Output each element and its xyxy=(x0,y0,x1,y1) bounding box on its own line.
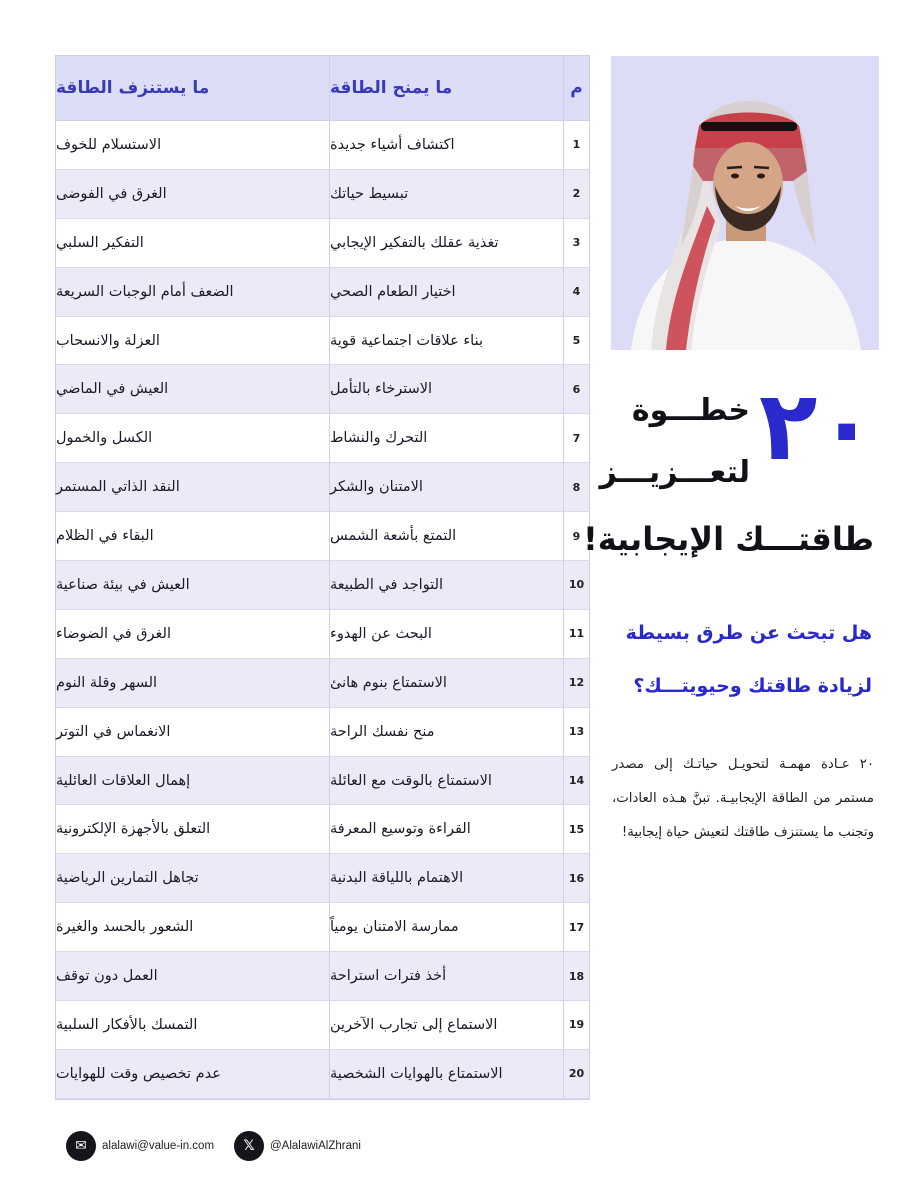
energy-drainer-cell: الغرق في الضوضاء xyxy=(56,625,171,642)
energy-giver-cell: التواجد في الطبيعة xyxy=(329,561,563,609)
row-number: 6 xyxy=(563,365,589,413)
energy-drainer-cell: الضعف أمام الوجبات السريعة xyxy=(56,283,234,300)
table-row xyxy=(56,317,589,366)
row-number: 9 xyxy=(563,512,589,560)
energy-drainer-cell: البقاء في الظلام xyxy=(56,528,154,545)
energy-giver-cell: أخذ فترات استراحة xyxy=(329,952,563,1000)
row-number: 15 xyxy=(563,805,589,853)
energy-giver-cell: الاستمتاع بالهوايات الشخصية xyxy=(329,1050,563,1098)
energy-giver-cell: الاستماع إلى تجارب الآخرين xyxy=(329,1001,563,1049)
energy-drainer-cell: إهمال العلاقات العائلية xyxy=(56,772,191,789)
energy-giver-cell: تغذية عقلك بالتفكير الإيجابي xyxy=(329,219,563,267)
energy-giver-cell: اكتشاف أشياء جديدة xyxy=(329,121,563,169)
question-line-2: لزيادة طاقتك وحيويتـــك؟ xyxy=(633,675,872,697)
headline-line-1: خطـــوة xyxy=(631,393,750,428)
energy-drainer-cell: العزلة والانسحاب xyxy=(56,332,160,349)
table-row xyxy=(56,952,589,1001)
energy-drainer-cell: الكسل والخمول xyxy=(56,430,153,447)
table-row xyxy=(56,561,589,610)
table-row xyxy=(56,805,589,854)
energy-table xyxy=(55,55,590,1100)
header-number: م xyxy=(563,56,589,120)
energy-drainer-cell: الغرق في الفوضى xyxy=(56,185,167,202)
twitter-handle[interactable]: @AlalawiAlZhrani xyxy=(270,1140,361,1152)
energy-giver-cell: الاسترخاء بالتأمل xyxy=(329,365,563,413)
row-number: 14 xyxy=(563,757,589,805)
description-text: ٢٠ عـادة مهمـة لتحويـل حياتـك إلى مصدر مستمر من الطاقة الإيجابيـة. تبنَّ هـذه العادات، وتجنب ما يستنزف طاقتك لتعيش حياة إيجابية! xyxy=(612,757,874,840)
energy-drainer-cell: الانغماس في التوتر xyxy=(56,723,171,740)
table-row xyxy=(56,512,589,561)
energy-giver-cell: بناء علاقات اجتماعية قوية xyxy=(329,317,563,365)
row-number: 12 xyxy=(563,659,589,707)
row-number: 17 xyxy=(563,903,589,951)
table-row xyxy=(56,219,589,268)
footer-email[interactable] xyxy=(66,1130,214,1162)
energy-giver-cell: التحرك والنشاط xyxy=(329,414,563,462)
table-row xyxy=(56,903,589,952)
row-number: 1 xyxy=(563,121,589,169)
energy-drainer-cell: الاستسلام للخوف xyxy=(56,136,162,153)
energy-giver-cell: البحث عن الهدوء xyxy=(329,610,563,658)
table-header xyxy=(56,56,589,121)
row-number: 4 xyxy=(563,268,589,316)
energy-drainer-cell: السهر وقلة النوم xyxy=(56,674,158,691)
header-energy-givers: ما يمنح الطاقة xyxy=(329,56,563,120)
energy-giver-cell: الاستمتاع بنوم هانئ xyxy=(329,659,563,707)
row-number: 16 xyxy=(563,854,589,902)
row-number: 3 xyxy=(563,219,589,267)
table-row xyxy=(56,1001,589,1050)
energy-drainer-cell: الشعور بالحسد والغيرة xyxy=(56,919,194,936)
energy-drainer-cell: عدم تخصيص وقت للهوايات xyxy=(56,1065,221,1082)
header-energy-drainers: ما يستنزف الطاقة xyxy=(56,78,210,98)
energy-giver-cell: ممارسة الامتنان يومياً xyxy=(329,903,563,951)
table-row xyxy=(56,659,589,708)
energy-giver-cell: التمتع بأشعة الشمس xyxy=(329,512,563,560)
row-number: 11 xyxy=(563,610,589,658)
row-number: 10 xyxy=(563,561,589,609)
row-number: 13 xyxy=(563,708,589,756)
table-row xyxy=(56,170,589,219)
question-line-1: هل تبحث عن طرق بسيطة xyxy=(625,622,872,644)
row-number: 5 xyxy=(563,317,589,365)
table-row xyxy=(56,121,589,170)
energy-giver-cell: القراءة وتوسيع المعرفة xyxy=(329,805,563,853)
energy-drainer-cell: العمل دون توقف xyxy=(56,968,158,985)
email-icon: ✉ xyxy=(66,1131,96,1161)
energy-drainer-cell: تجاهل التمارين الرياضية xyxy=(56,870,199,887)
table-row xyxy=(56,463,589,512)
energy-giver-cell: الامتنان والشكر xyxy=(329,463,563,511)
energy-drainer-cell: العيش في الماضي xyxy=(56,381,169,398)
table-row xyxy=(56,708,589,757)
energy-drainer-cell: التمسك بالأفكار السلبية xyxy=(56,1016,198,1033)
question-text xyxy=(612,607,872,713)
energy-giver-cell: تبسيط حياتك xyxy=(329,170,563,218)
table-row xyxy=(56,365,589,414)
big-number-twenty: ٢٠ xyxy=(758,370,876,482)
table-row xyxy=(56,610,589,659)
energy-giver-cell: الاهتمام باللياقة البدنية xyxy=(329,854,563,902)
row-number: 20 xyxy=(563,1050,589,1098)
row-number: 19 xyxy=(563,1001,589,1049)
row-number: 8 xyxy=(563,463,589,511)
energy-giver-cell: الاستمتاع بالوقت مع العائلة xyxy=(329,757,563,805)
row-number: 18 xyxy=(563,952,589,1000)
table-row xyxy=(56,1050,589,1099)
row-number: 2 xyxy=(563,170,589,218)
footer-twitter[interactable] xyxy=(234,1130,361,1162)
email-address[interactable]: alalawi@value-in.com xyxy=(102,1140,215,1152)
table-row xyxy=(56,757,589,806)
energy-drainer-cell: التعلق بالأجهزة الإلكترونية xyxy=(56,821,211,838)
energy-drainer-cell: النقد الذاتي المستمر xyxy=(56,479,180,496)
energy-giver-cell: اختيار الطعام الصحي xyxy=(329,268,563,316)
energy-drainer-cell: التفكير السلبي xyxy=(56,234,144,251)
row-number: 7 xyxy=(563,414,589,462)
energy-drainer-cell: العيش في بيئة صناعية xyxy=(56,576,190,593)
table-row xyxy=(56,854,589,903)
table-body xyxy=(56,121,589,1099)
energy-giver-cell: منح نفسك الراحة xyxy=(329,708,563,756)
headline-line-3: طاقتـــك الإيجابية! xyxy=(583,520,874,558)
author-photo xyxy=(611,56,879,350)
table-row xyxy=(56,268,589,317)
headline-line-2: لتعـــزيـــز xyxy=(599,455,750,490)
x-twitter-icon: 𝕏 xyxy=(234,1131,264,1161)
table-row xyxy=(56,414,589,463)
